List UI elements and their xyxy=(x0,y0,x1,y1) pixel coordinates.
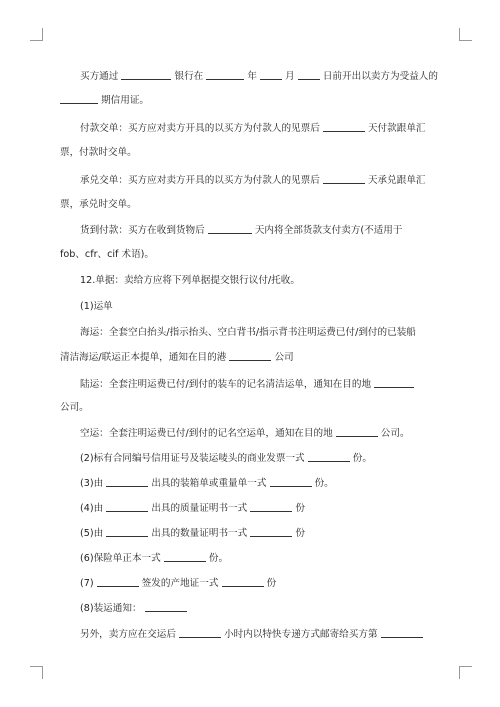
text-run: 天付款跟单汇 xyxy=(367,123,426,134)
text-run: (8)装运通知： xyxy=(80,603,142,614)
text-line xyxy=(80,69,440,83)
text-run: 签发的产地证一式 xyxy=(141,578,219,589)
blank-field xyxy=(381,627,423,638)
blank-field xyxy=(121,69,171,80)
text-run: 份。 xyxy=(208,553,229,564)
corner-mark-bottom-left xyxy=(30,666,43,679)
blank-field xyxy=(250,526,292,537)
blank-field xyxy=(260,69,282,80)
text-run: 另外，卖方应在交运后 xyxy=(80,629,176,640)
text-run: 公司 xyxy=(274,352,294,363)
text-run: (6)保险单正本一式 xyxy=(80,553,161,564)
text-run: 票，承兑时交单。 xyxy=(60,199,137,210)
text-run: 份。 xyxy=(314,478,334,489)
blank-field xyxy=(308,451,350,462)
text-line xyxy=(80,274,440,288)
text-run: 年 xyxy=(247,71,257,82)
text-run: 付款交单：买方应对卖方开具的以买方为付款人的见票后 xyxy=(80,123,320,134)
blank-field xyxy=(97,576,139,587)
text-line xyxy=(80,476,440,490)
text-line xyxy=(80,426,440,440)
blank-field xyxy=(229,350,271,361)
text-run: 月 xyxy=(285,71,295,82)
blank-field xyxy=(106,476,148,487)
text-run: 空运：全套注明运费已付/到付的记名空运单，通知在目的地 xyxy=(80,428,333,439)
blank-field xyxy=(60,93,98,104)
text-run: 份 xyxy=(295,528,305,539)
text-run: 陆运：全套注明运费已付/到付的装车的记名清洁运单，通知在目的地 xyxy=(80,379,372,390)
text-run: 承兑交单：买方应对卖方开具的以买方为付款人的见票后 xyxy=(80,175,320,186)
text-line xyxy=(80,576,440,590)
text-run: 出具的装箱单或重量单一式 xyxy=(151,478,267,489)
text-line xyxy=(60,350,440,364)
text-run: 出具的数量证明书一式 xyxy=(151,528,248,539)
text-run: 清洁海运/联运正本提单，通知在目的港 xyxy=(60,352,227,363)
text-line xyxy=(80,551,440,565)
text-run: 公司。 xyxy=(380,428,410,439)
blank-field xyxy=(323,173,365,184)
blank-field xyxy=(179,627,221,638)
blank-field xyxy=(206,69,244,80)
blank-field xyxy=(336,426,378,437)
text-run: 份 xyxy=(266,578,277,589)
corner-mark-top-left xyxy=(30,28,43,41)
text-run: 公司。 xyxy=(60,402,89,413)
text-run: 海运：全套空白抬头/指示抬头、空白背书/指示背书注明运费已付/到付的已装船 xyxy=(80,327,416,338)
blank-field xyxy=(374,377,414,388)
blank-field xyxy=(250,501,292,512)
text-run: 日前开出以卖方为受益人的 xyxy=(322,71,438,82)
text-line xyxy=(80,451,440,465)
text-line xyxy=(80,223,440,237)
text-line xyxy=(80,326,440,340)
text-run: 银行在 xyxy=(174,71,204,82)
text-run: 份 xyxy=(295,503,305,514)
text-run: (4)由 xyxy=(80,503,104,514)
text-run: 货到付款：买方在收到货物后 xyxy=(80,225,205,236)
text-line xyxy=(80,627,440,641)
text-line xyxy=(60,401,440,415)
text-run: 12.单据：卖给方应将下列单据提交银行议付/托收。 xyxy=(80,275,300,286)
blank-field xyxy=(106,526,148,537)
text-run: 份。 xyxy=(352,453,372,464)
text-line xyxy=(60,146,440,160)
text-run: 天内将全部货款支付卖方(不适用于 xyxy=(254,225,403,236)
text-run: 出具的质量证明书一式 xyxy=(151,503,248,514)
text-run: (5)由 xyxy=(80,528,104,539)
text-line xyxy=(80,526,440,540)
text-run: fob、cfr、cif 术语)。 xyxy=(60,249,155,260)
text-line xyxy=(80,121,440,135)
blank-field xyxy=(323,121,365,132)
text-run: (7) xyxy=(80,578,94,589)
text-run: 期信用证。 xyxy=(101,95,150,106)
blank-field xyxy=(106,501,148,512)
text-line xyxy=(60,248,440,262)
text-line xyxy=(60,93,440,107)
blank-field xyxy=(298,69,320,80)
corner-mark-top-right xyxy=(459,28,472,41)
blank-field xyxy=(222,576,264,587)
blank-field xyxy=(208,223,252,234)
text-run: 买方通过 xyxy=(80,71,119,82)
text-run: (2)标有合同编号信用证号及装运唛头的商业发票一式 xyxy=(80,453,305,464)
text-line xyxy=(60,198,440,212)
text-line xyxy=(80,300,440,314)
text-run: 小时内以特快专递方式邮寄给买方第 xyxy=(224,629,378,640)
text-line xyxy=(80,377,440,391)
text-line xyxy=(80,501,440,515)
text-line xyxy=(80,601,440,615)
corner-mark-bottom-right xyxy=(459,666,472,679)
blank-field xyxy=(145,601,187,612)
blank-field xyxy=(270,476,312,487)
text-run: 票，付款时交单。 xyxy=(60,147,137,158)
text-run: (1)运单 xyxy=(80,301,113,312)
text-run: 天承兑跟单汇 xyxy=(367,175,426,186)
text-run: (3)由 xyxy=(80,478,104,489)
blank-field xyxy=(164,551,206,562)
text-line xyxy=(80,173,440,187)
